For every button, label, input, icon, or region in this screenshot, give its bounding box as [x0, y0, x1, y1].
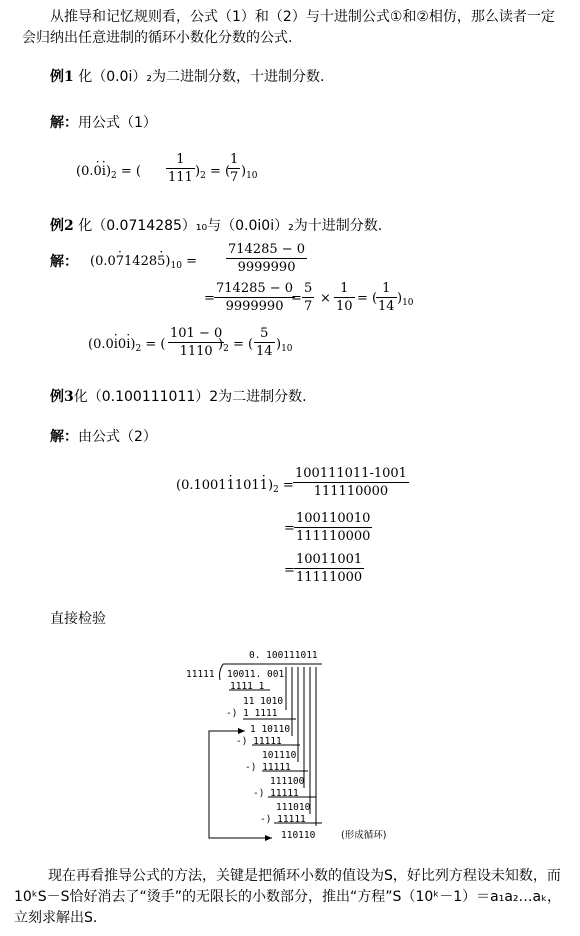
example-3-text: 化（0.100111011）2为二进制分数.: [73, 389, 307, 405]
dividend: 10011. 001: [227, 669, 285, 680]
solution-3-label: 解：: [50, 429, 78, 445]
eq3-frac-1: $\frac{101 - 0}{1110}$: [170, 326, 223, 359]
solution-2-label: 解：: [50, 254, 78, 270]
example-3: [50, 387, 307, 408]
division-row: 1111 1: [230, 681, 265, 692]
division-row: 110110: [281, 830, 316, 841]
example-2-text: 化（0.0714285）₁₀与（0.0i0i）₂为十进制分数.: [78, 218, 383, 234]
eq4-eq2: =: [284, 521, 295, 536]
example-1: [50, 67, 324, 88]
solution-1-text: 用公式（1）: [78, 115, 157, 131]
division-row: 11 1010: [243, 696, 284, 707]
example-3-label: 例3: [50, 389, 74, 405]
eq1-frac-a: $\frac{1}{111}$: [168, 152, 193, 185]
eq2-eq2: =: [204, 291, 215, 306]
eq2-frac-3: $\frac{5}{7}$: [304, 281, 313, 314]
solution-1: [50, 113, 157, 134]
eq4-frac-3: $\frac{10011001}{11111000}$: [296, 552, 363, 585]
eq2-times: ×: [320, 291, 331, 306]
division-row: 1 10110: [250, 724, 291, 735]
division-row: -) 1 1111: [226, 708, 278, 719]
eq2-frac-5: $\frac{1}{14}$: [378, 281, 395, 314]
division-row: -) 11111: [245, 762, 291, 773]
eq4-frac-2: $\frac{100110010}{111110000}$: [296, 511, 371, 544]
conclusion-paragraph: 现在再看推导公式的方法，关键是把循环小数的值设为S，好比列方程设未知数，而10ᵏS－S恰好消去了“烫手”的无限长的小数部分，推出“方程”S（10ᵏ－1）＝a₁a₂…aₖ，立刻求解出S.: [14, 868, 562, 926]
direct-check-label: 直接检验: [50, 611, 106, 627]
eq3-lhs: $(0.0\cdot i0\cdot i)_2$ = (: [88, 337, 165, 354]
solution-3: [50, 427, 157, 448]
solution-3-text: 由公式（2）: [78, 429, 157, 445]
eq2-eq3: =: [291, 291, 302, 306]
cycle-annotation: (形成循环): [341, 830, 387, 841]
eq2-eq4: = (: [357, 291, 378, 306]
eq2-frac-4: $\frac{1}{10}$: [336, 281, 353, 314]
eq2-frac-1: $\frac{714285 - 0}{9999990}$: [228, 242, 306, 275]
example-2-label: 例2: [50, 218, 74, 234]
division-row: -) 11111: [260, 814, 306, 825]
division-row: 101110: [262, 750, 297, 761]
example-1-text: 化（0.0i）₂为二进制分数，十进制分数.: [78, 69, 325, 85]
intro-paragraph: 从推导和记忆规则看，公式（1）和（2）与十进制公式①和②相仿，那么读者一定会归纳出任意进制的循环小数化分数的公式.: [22, 9, 555, 46]
eq1-mid: )$_2$ = (: [195, 164, 231, 181]
eq4-eq3: =: [284, 563, 295, 578]
example-2: [50, 216, 382, 237]
eq4-lhs: $(0.1001\cdot 1101\cdot 1)_2$ =: [176, 478, 294, 495]
example-1-label: 例1: [50, 69, 74, 85]
eq2-end: )$_{10}$: [397, 291, 414, 308]
eq4-frac-1: $\frac{100111011-1001}{111110000}$: [295, 466, 407, 499]
eq3-mid: )$_2$ = (: [218, 337, 254, 354]
eq1-lhs: $(0.\cdot 0\cdot i)_2$ = (: [76, 164, 141, 181]
division-row: -) 11111: [253, 788, 299, 799]
solution-1-label: 解：: [50, 115, 78, 131]
eq2-lhs: $(0.0\cdot 71428\cdot 5)_{10}$ =: [90, 254, 197, 271]
eq1-end: )$_{10}$: [241, 164, 258, 181]
eq3-end: )$_{10}$: [276, 337, 293, 354]
eq2-frac-2: $\frac{714285 - 0}{9999990}$: [216, 281, 294, 314]
eq1-frac-b: $\frac{1}{7}$: [230, 152, 239, 185]
division-row: -) 11111: [236, 736, 282, 747]
division-row: 111100: [270, 776, 305, 787]
divisor: 11111: [186, 669, 215, 680]
quotient: 0. 100111011: [249, 650, 318, 661]
eq3-frac-2: $\frac{5}{14}$: [256, 326, 273, 359]
division-row: 111010: [276, 802, 311, 813]
